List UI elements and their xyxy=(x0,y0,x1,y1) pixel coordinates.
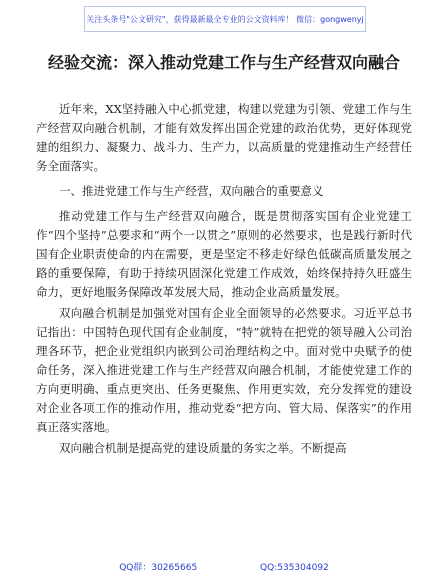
qq-group-text: QQ群：30265665 xyxy=(119,563,198,573)
promo-banner: 关注头条号"公文研究"，获得最新最全专业的公文资料库！ 微信：gongwenyj xyxy=(84,6,366,32)
contact-footer xyxy=(0,560,448,573)
section-heading: 一、推进党建工作与生产经营，双向融合的重要意义 xyxy=(59,184,324,198)
paragraph-intro: 近年来，XX坚持融入中心抓党建，构建以党建为引领、党建工作与生产经营双向融合机制，才能有效发挥出国企党建的政治优势，更好体现党建的组织力、凝聚力、战斗力、生产力，以高质量的党建推动生产经营任务全面落实。 xyxy=(36,102,412,173)
paragraph-quality: 双向融合机制是提高党的建设质量的务实之举。不断提高 xyxy=(59,441,347,455)
paragraph-significance: 推动党建工作与生产经营双向融合，既是贯彻落实国有企业党建工作“四个坚持”总要求和“两个一以贯之”原则的必然要求，也是践行新时代国有企业职责使命的内在需要，更是坚定不移走好绿色低碳高质量发展之路的重要保障，有助于持续巩固深化党建工作成效，始终保持持久旺盛生命力，更好地服务保障改革发展大局，推动企业高质量发展。 xyxy=(36,209,412,299)
document-body xyxy=(36,100,412,460)
document-title: 经验交流：深入推动党建工作与生产经营双向融合 xyxy=(48,53,401,72)
qq-text: QQ:535304092 xyxy=(260,563,329,573)
paragraph-leadership: 双向融合机制是加强党对国有企业全面领导的必然要求。习近平总书记指出：中国特色现代国有企业制度，“特”就特在把党的领导融入公司治理各环节，把企业党组织内嵌到公司治理结构之中。面对党中央赋予的使命任务，深入推进党建工作与生产经营双向融合机制，才能使党建工作的方向更明确、重点更突出、任务更聚焦、作用更实效，充分发挥党的建设对企业各项工作的推动作用，推动党委“把方向、管大局、保落实”的作用真正落实落地。 xyxy=(36,306,412,434)
